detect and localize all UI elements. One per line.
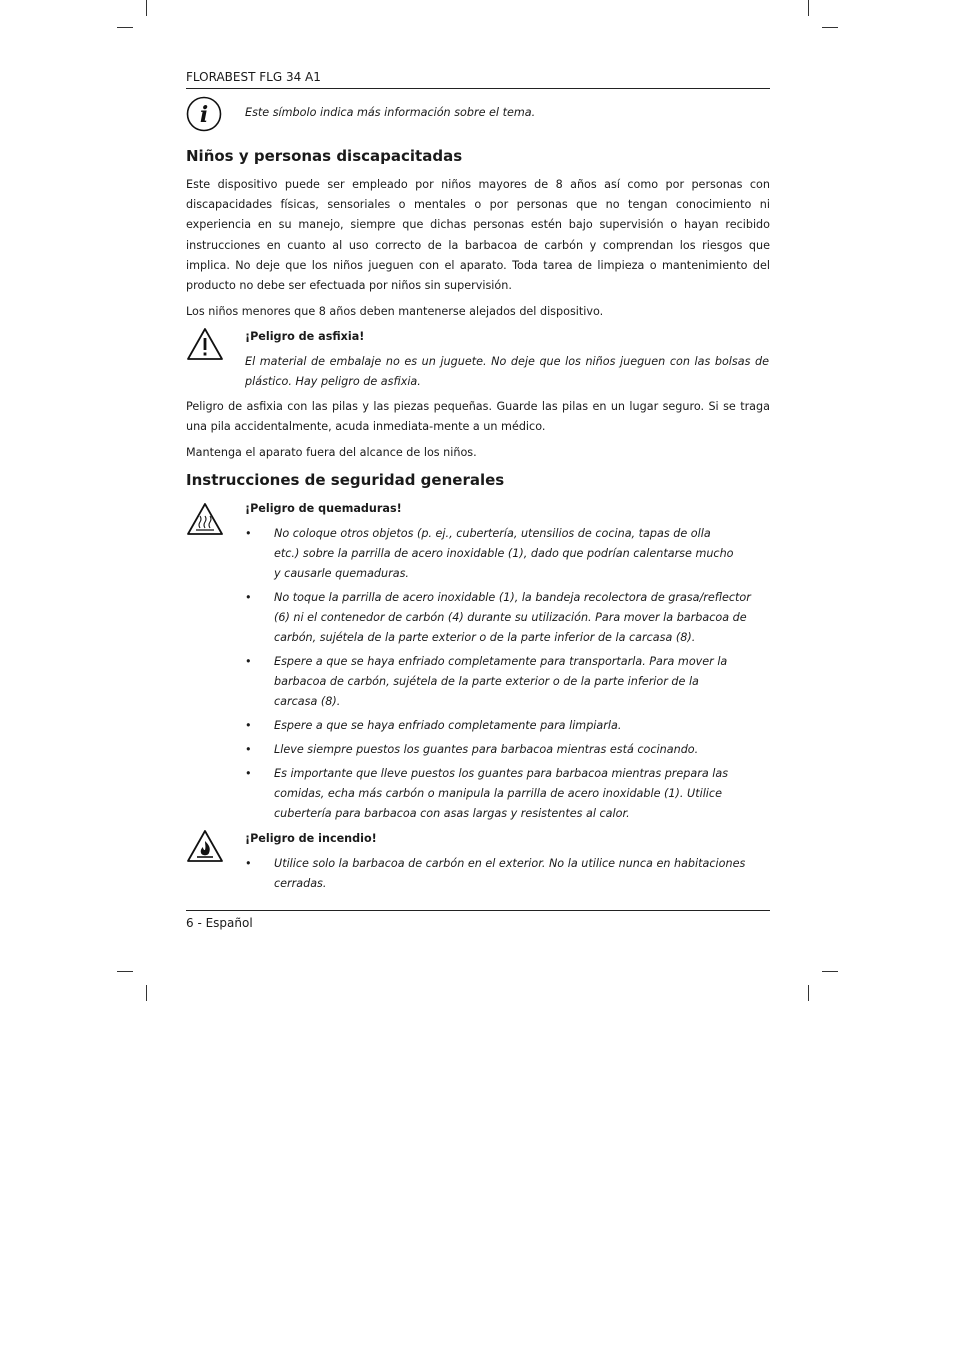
crop-mark bbox=[146, 0, 147, 16]
crop-mark bbox=[822, 971, 838, 972]
list-item: • Espere a que se haya enfriado completamente para transportarla. Para mover la barbacoa de carbón, sujétela de la parte exterior o de la parte inferior de la carcasa (8). bbox=[245, 652, 769, 712]
paragraph: Este dispositivo puede ser empleado por niños mayores de 8 años así como por personas con discapacidades físicas, sensoriales o mentales o por personas que no tengan conocimiento ni experiencia en su manejo, siempre que dichas personas estén bajo supervisión o hayan recibido instrucciones en cuanto al uso correcto de la barbacoa de carbón y comprendan los riesgos que implica. No deje que los niños jueguen con el aparato. Toda tarea de limpieza o mantenimiento del producto no debe ser efectuada por niños sin supervisión. bbox=[186, 178, 770, 293]
list-item: • No coloque otros objetos (p. ej., cubertería, utensilios de cocina, tapas de olla etc.) sobre la parrilla de acero inoxidable (1), dado que podrían calentarse mucho y causarle quemaduras. bbox=[245, 524, 769, 584]
svg-text:i: i bbox=[199, 102, 209, 128]
list-item: • Utilice solo la barbacoa de carbón en el exterior. No la utilice nunca en habitaciones cerradas. bbox=[245, 854, 769, 894]
crop-mark bbox=[808, 985, 809, 1001]
crop-mark bbox=[117, 27, 133, 28]
info-icon bbox=[186, 96, 222, 132]
crop-mark bbox=[146, 985, 147, 1001]
section-heading: Instrucciones de seguridad generales bbox=[186, 471, 505, 489]
warning-text: El material de embalaje no es un juguete. No deje que los niños jueguen con las bolsas de plástico. Hay peligro de asfixia. bbox=[245, 355, 769, 388]
crop-mark bbox=[822, 27, 838, 28]
asphyxia-warning bbox=[186, 327, 770, 397]
paragraph: Mantenga el aparato fuera del alcance de los niños. bbox=[186, 446, 477, 459]
info-note-text: Este símbolo indica más información sobre el tema. bbox=[245, 106, 536, 119]
list-item: • Espere a que se haya enfriado completamente para limpiarla. bbox=[245, 716, 769, 736]
burn-warning bbox=[186, 499, 770, 829]
page-footer bbox=[186, 910, 770, 931]
fire-warning-list bbox=[245, 854, 769, 894]
fire-hazard-icon bbox=[186, 829, 224, 863]
info-note bbox=[186, 96, 770, 132]
list-item: • No toque la parrilla de acero inoxidable (1), la bandeja recolectora de grasa/reflector (6) ni el contenedor de carbón (4) durante su utilización. Para mover la barbacoa de carbón, sujétela de la parte exterior o de la parte inferior de la carcasa (8). bbox=[245, 588, 769, 648]
page-number: 6 - Español bbox=[186, 916, 253, 930]
list-item: • Lleve siempre puestos los guantes para barbacoa mientras está cocinando. bbox=[245, 740, 769, 760]
fire-warning bbox=[186, 829, 770, 893]
header-title: FLORABEST FLG 34 A1 bbox=[186, 70, 321, 84]
paragraph: Los niños menores que 8 años deben mantenerse alejados del dispositivo. bbox=[186, 305, 604, 318]
section-heading: Niños y personas discapacitadas bbox=[186, 147, 463, 165]
warning-title: ¡Peligro de quemaduras! bbox=[245, 502, 402, 515]
crop-mark bbox=[117, 971, 133, 972]
crop-mark bbox=[808, 0, 809, 16]
warning-triangle-icon bbox=[186, 327, 224, 361]
paragraph: Peligro de asfixia con las pilas y las piezas pequeñas. Guarde las pilas en un lugar seguro. Si se traga una pila accidentalmente, acuda inmediata-mente a un médico. bbox=[186, 400, 770, 434]
warning-title: ¡Peligro de asfixia! bbox=[245, 330, 365, 343]
page-header bbox=[186, 69, 770, 89]
list-item: • Es importante que lleve puestos los guantes para barbacoa mientras prepara las comidas, echa más carbón o manipula la parrilla de acero inoxidable (1). Utilice cubertería para barbacoa con asas largas y resistentes al calor. bbox=[245, 764, 769, 824]
burn-warning-list bbox=[245, 524, 769, 824]
warning-title: ¡Peligro de incendio! bbox=[245, 832, 377, 845]
hot-surface-icon bbox=[186, 502, 224, 536]
